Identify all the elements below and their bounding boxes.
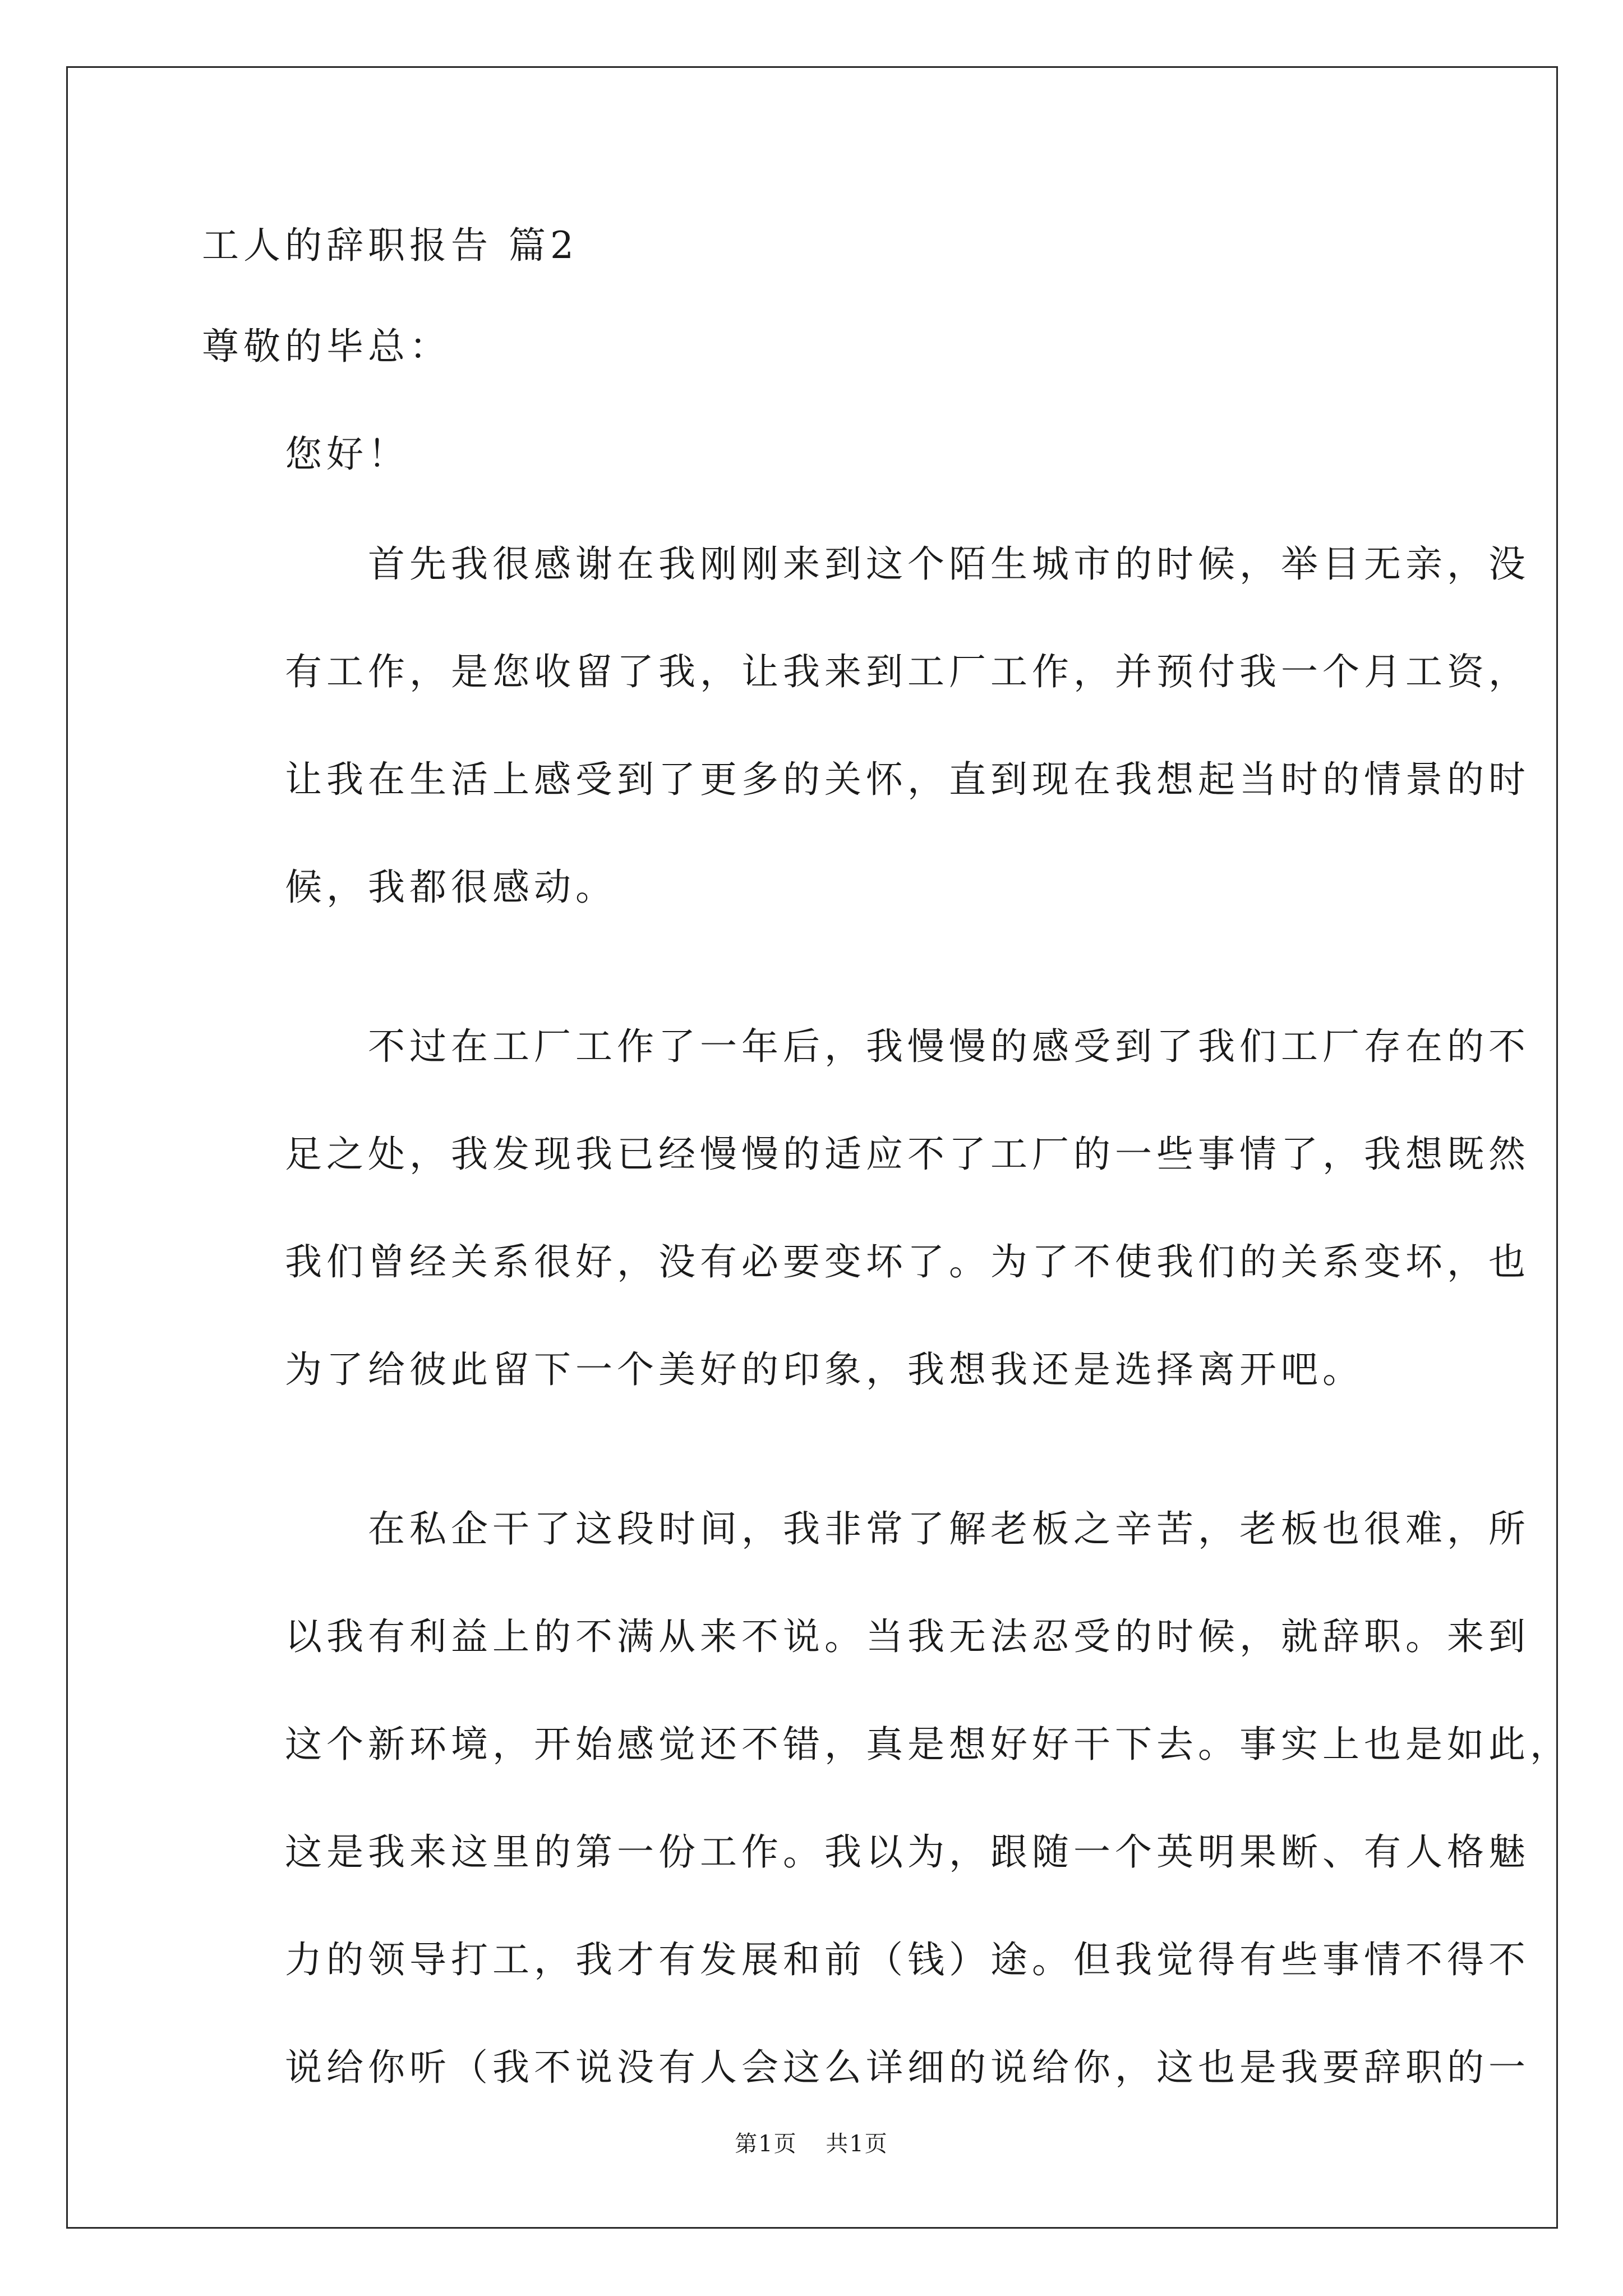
- paragraph-line: 力的领导打工，我才有发展和前（钱）途。但我觉得有些事情不得不: [285, 1938, 1530, 1981]
- paragraph-line: 有工作，是您收留了我，让我来到工厂工作，并预付我一个月工资，: [285, 650, 1530, 693]
- salutation: 尊敬的毕总：: [202, 325, 451, 368]
- paragraph-line: 让我在生活上感受到了更多的关怀，直到现在我想起当时的情景的时: [285, 758, 1530, 801]
- paragraph-1: [202, 510, 1530, 941]
- paragraph-line: 以我有利益上的不满从来不说。当我无法忍受的时候，就辞职。来到: [285, 1615, 1530, 1658]
- paragraph-2: [202, 993, 1530, 1424]
- paragraph-line: 候，我都很感动。: [285, 866, 617, 909]
- page-number: 第1页: [735, 2131, 797, 2157]
- paragraph-line: 在私企干了这段时间，我非常了解老板之辛苦，老板也很难，所: [368, 1507, 1530, 1550]
- paragraph-line: 说给你听（我不说没有人会这么详细的说给你，这也是我要辞职的一: [285, 2046, 1530, 2089]
- greeting: 您好！: [285, 432, 409, 476]
- paragraph-3: [202, 1475, 1571, 2122]
- paragraph-line: 这是我来这里的第一份工作。我以为，跟随一个英明果断、有人格魅: [285, 1830, 1530, 1874]
- paragraph-line: 我们曾经关系很好，没有必要变坏了。为了不使我们的关系变坏，也: [285, 1240, 1530, 1283]
- paragraph-line: 首先我很感谢在我刚刚来到这个陌生城市的时候，举目无亲，没: [368, 542, 1530, 586]
- paragraph-line: 为了给彼此留下一个美好的印象，我想我还是选择离开吧。: [285, 1348, 1364, 1391]
- paragraph-line: 不过在工厂工作了一年后，我慢慢的感受到了我们工厂存在的不: [368, 1025, 1530, 1068]
- page-footer: [0, 2126, 1623, 2158]
- document-title: 工人的辞职报告 篇2: [202, 224, 578, 267]
- paragraph-line: 足之处，我发现我已经慢慢的适应不了工厂的一些事情了，我想既然: [285, 1133, 1530, 1176]
- document-body: [202, 219, 1571, 2122]
- page-total: 共1页: [826, 2131, 888, 2157]
- paragraph-line: 这个新环境，开始感觉还不错，真是想好好干下去。事实上也是如此，: [285, 1723, 1571, 1766]
